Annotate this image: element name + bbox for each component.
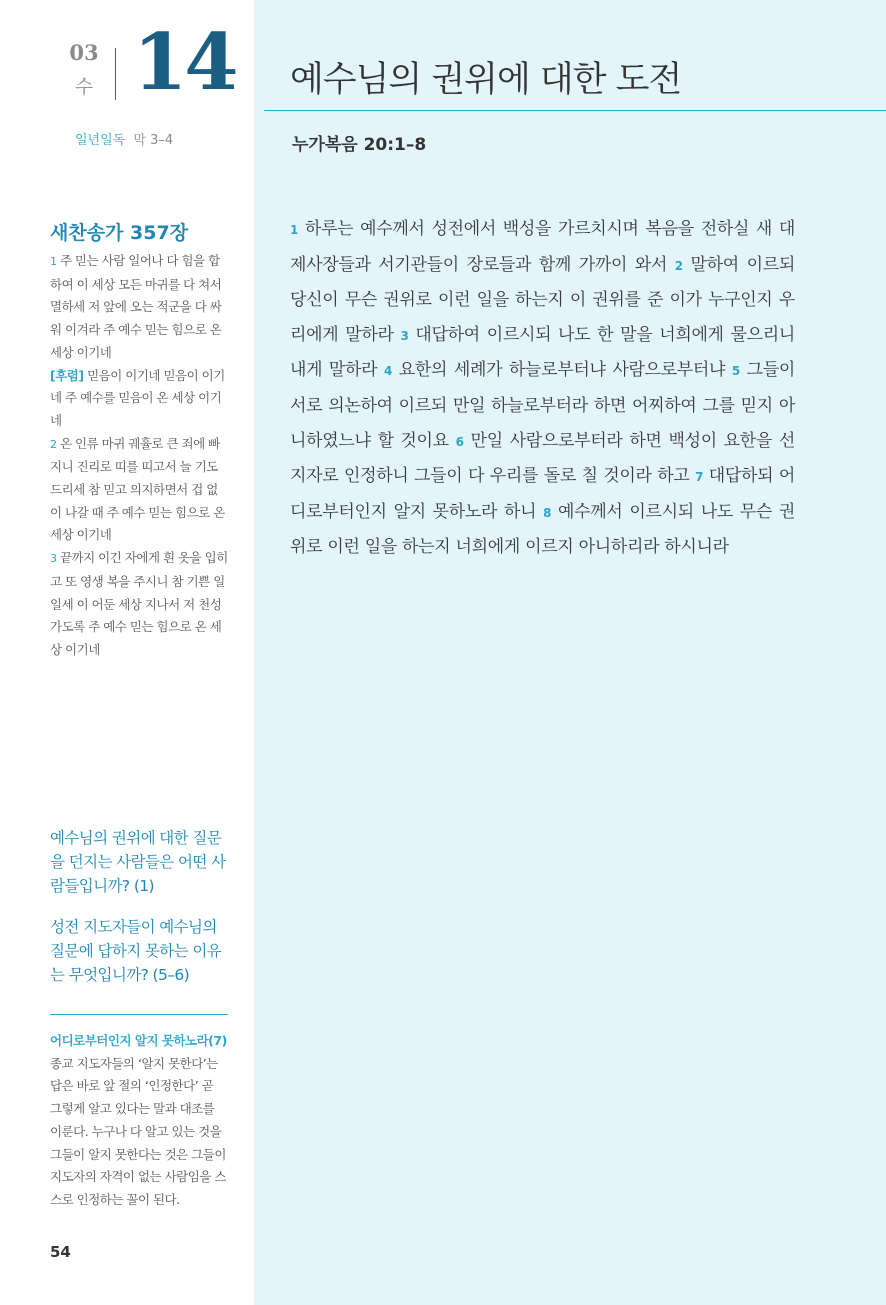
verse-number: 2 (674, 258, 683, 273)
verse-number: 3 (400, 328, 409, 343)
verse-text: 요한의 세례가 하늘로부터냐 사람으로부터냐 (398, 360, 726, 381)
date-month: 03 (69, 40, 99, 65)
verse-text: 말하여 이르되 당신이 무슨 권위로 이런 일을 하는지 이 권위를 준 이가 누구인지 우리에게 말하라 (290, 254, 795, 345)
verse-text: 예수께서 이르시되 나도 무슨 권위로 이런 일을 하는지 너희에게 이르지 아니하리라 하시니라 (290, 501, 795, 558)
hymn-verse: 끝까지 이긴 자에게 흰 옷을 입히고 또 영생 복을 주시니 참 기쁜 일일세 이 어둔 세상 지나서 저 천성 가도록 주 예수 믿는 힘으로 온 세상 이기네 (50, 550, 228, 657)
question: 예수님의 권위에 대한 질문을 던지는 사람들은 어떤 사람들입니까? (1) (50, 829, 226, 895)
reading-plan (75, 129, 173, 148)
date-day: 14 (133, 17, 236, 108)
verse-number: 4 (384, 364, 393, 379)
verse-text: 하루는 예수께서 성전에서 백성을 가르치시며 복음을 전하실 새 대제사장들과 서기관들이 장로들과 함께 가까이 와서 (290, 219, 796, 275)
note-heading: 어디로부터인지 알지 못하노라(7) (50, 1033, 227, 1048)
verse-text: 대답하되 어디로부터인지 알지 못하노라 하니 (290, 466, 796, 522)
date-weekday: 수 (74, 76, 94, 98)
scripture-panel (254, 0, 886, 1305)
hymn-verse: 주 믿는 사람 일어나 다 힘을 합하여 이 세상 모든 마귀를 다 쳐서 멸하세 저 앞에 오는 적군을 다 싸워 이겨라 주 예수 믿는 힘으로 온 세상 이기네 (50, 253, 222, 360)
reading-plan-reference: 막 3–4 (133, 133, 174, 148)
verse-number: 1 (290, 223, 299, 237)
scripture-reference: 누가복음 20:1–8 (292, 135, 427, 155)
page-title: 예수님의 권위에 대한 도전 (290, 60, 682, 100)
verse-text: 만일 사람으로부터라 하면 백성이 요한을 선지자로 인정하니 그들이 다 우리를 돌로 칠 것이라 하고 (290, 430, 796, 487)
hymn-verse: 온 인류 마귀 궤휼로 큰 죄에 빠지니 진리로 띠를 띠고서 늘 기도드리세 참 믿고 의지하면서 겁 없이 나갈 때 주 예수 믿는 힘으로 온 세상 이기네 (50, 435, 225, 543)
hymn-verse-number: 3 (50, 552, 57, 566)
date-divider (115, 48, 116, 100)
hymn-title: 새찬송가 357장 (50, 222, 189, 244)
hymn-verse-number: 2 (50, 437, 57, 451)
verse-number: 8 (543, 505, 552, 520)
reading-plan-label: 일년일독 (75, 133, 126, 148)
commentary-note (50, 1030, 228, 1212)
verse-number: 6 (455, 434, 464, 449)
hymn-refrain-label: [후렴] (50, 367, 84, 383)
note-body: 종교 지도자들의 ‘알지 못한다’는 답은 바로 앞 절의 ‘인정한다’ 곧 그렇게 알고 있다는 말과 대조를 이룬다. 누구나 다 알고 있는 것을 그들이 알지 못한다는 것은 그들이 지도자의 자격이 없는 사람임을 스스로 인정하는 꼴이 된다. (50, 1055, 226, 1207)
verse-text: 그들이 서로 의논하여 이르되 만일 하늘로부터라 하면 어찌하여 그를 믿지 아니하였느냐 할 것이요 (290, 360, 796, 451)
verse-number: 7 (695, 470, 704, 485)
verse-number: 5 (731, 364, 740, 379)
verse-text: 대답하여 이르시되 나도 한 말을 너희에게 물으리니 내게 말하라 (290, 324, 796, 381)
question: 성전 지도자들이 예수님의 질문에 답하지 못하는 이유는 무엇입니까? (5–6) (50, 918, 222, 984)
reflection-questions (50, 826, 232, 1004)
hymn-lyrics (50, 250, 228, 662)
page-number: 54 (50, 1243, 71, 1261)
hymn-refrain: 믿음이 이기네 믿음이 이기네 주 예수를 믿음이 온 세상 이기네 (50, 367, 225, 428)
note-divider (50, 1014, 228, 1015)
title-underline (264, 110, 886, 111)
hymn-verse-number: 1 (50, 255, 57, 268)
scripture-text (290, 212, 795, 565)
